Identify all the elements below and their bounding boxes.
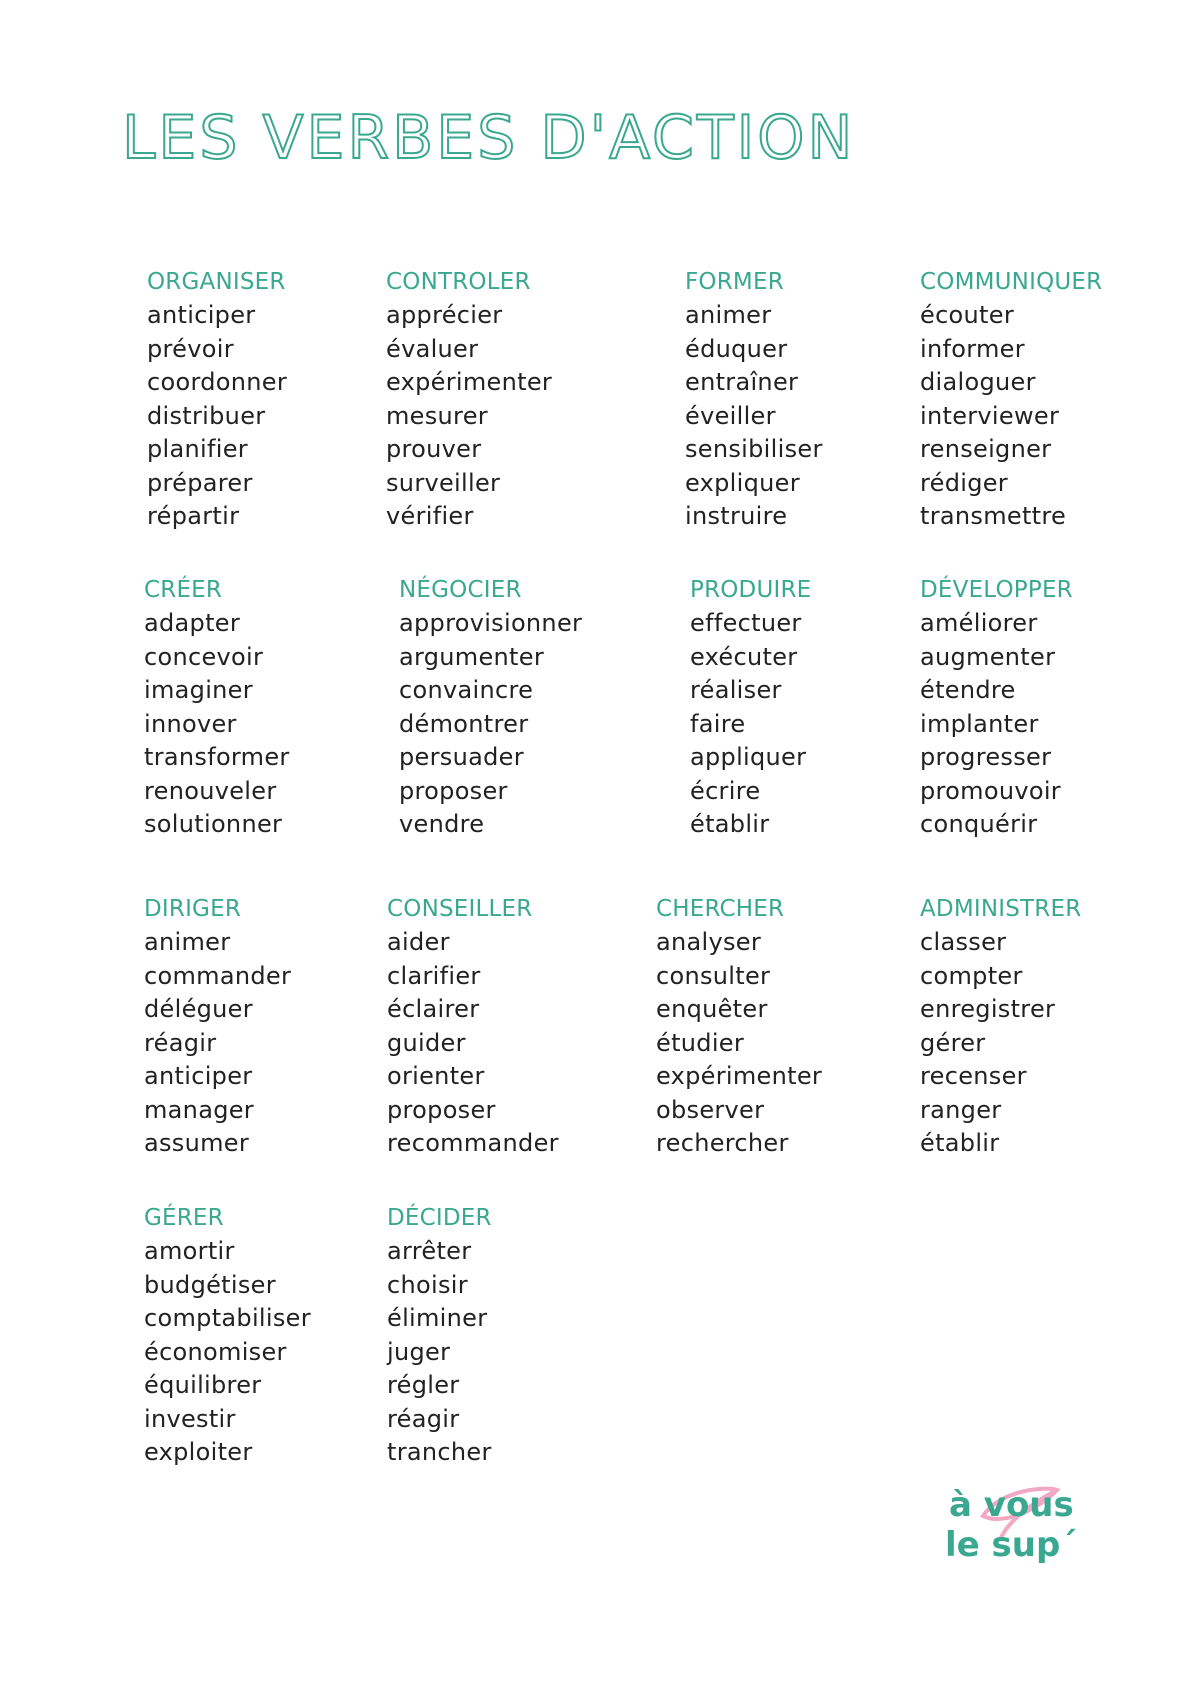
verb-item: compter xyxy=(920,961,1023,990)
verb-item: juger xyxy=(387,1337,451,1366)
verb-item: progresser xyxy=(920,743,1052,771)
verb-item: classer xyxy=(920,928,1007,956)
verb-item: établir xyxy=(920,1129,1000,1157)
verb-item: budgétiser xyxy=(144,1270,276,1299)
verb-item: équilibrer xyxy=(144,1371,262,1399)
verb-item: éduquer xyxy=(685,334,788,363)
verb-item: animer xyxy=(685,301,772,329)
verb-item: consulter xyxy=(656,961,771,990)
group-heading: PRODUIRE xyxy=(690,577,812,603)
verb-item: exploiter xyxy=(144,1438,253,1466)
verb-group xyxy=(386,266,552,534)
verb-group xyxy=(920,266,1102,534)
verb-item: convaincre xyxy=(399,676,534,704)
verb-group xyxy=(920,574,1073,842)
verb-item: expérimenter xyxy=(386,368,553,396)
verb-item: mesurer xyxy=(386,401,488,430)
verb-item: réaliser xyxy=(690,676,782,704)
verb-item: implanter xyxy=(920,709,1039,738)
verb-item: appliquer xyxy=(690,743,807,771)
verb-item: assumer xyxy=(144,1129,250,1157)
verb-item: prévoir xyxy=(147,334,234,363)
verb-item: surveiller xyxy=(386,468,501,497)
group-heading: GÉRER xyxy=(144,1205,224,1231)
group-heading: CRÉER xyxy=(144,577,223,603)
group-heading: CHERCHER xyxy=(656,896,785,922)
verb-item: éliminer xyxy=(387,1304,488,1332)
verb-item: interviewer xyxy=(920,401,1060,430)
verb-item: établir xyxy=(690,810,770,838)
verb-item: sensibiliser xyxy=(685,435,823,463)
verb-group xyxy=(144,1202,311,1470)
verb-item: augmenter xyxy=(920,642,1056,671)
verb-item: commander xyxy=(144,961,292,990)
verb-item: gérer xyxy=(920,1028,986,1057)
verb-group xyxy=(144,893,291,1161)
verb-item: aider xyxy=(387,928,450,956)
verb-item: analyser xyxy=(656,928,762,956)
verb-item: ranger xyxy=(920,1095,1002,1124)
group-heading: ADMINISTRER xyxy=(920,896,1082,922)
verb-item: effectuer xyxy=(690,609,802,637)
logo-text-line1: à vous xyxy=(949,1485,1074,1525)
verb-item: anticiper xyxy=(147,301,256,329)
verb-item: argumenter xyxy=(399,642,544,671)
verb-item: approvisionner xyxy=(399,609,583,637)
verb-item: vendre xyxy=(399,810,485,838)
verb-item: étendre xyxy=(920,676,1016,704)
group-heading: DÉVELOPPER xyxy=(920,577,1073,603)
verb-item: apprécier xyxy=(386,301,503,329)
verb-item: planifier xyxy=(147,435,248,463)
verb-item: faire xyxy=(690,709,746,738)
verb-item: déléguer xyxy=(144,995,253,1023)
verb-item: proposer xyxy=(387,1095,496,1124)
group-heading: CONSEILLER xyxy=(387,896,533,922)
verb-item: promouvoir xyxy=(920,776,1061,805)
verb-item: préparer xyxy=(147,468,253,497)
verb-item: expérimenter xyxy=(656,1062,823,1090)
verb-item: conquérir xyxy=(920,810,1038,838)
verb-group xyxy=(920,893,1081,1161)
verb-item: écouter xyxy=(920,301,1014,329)
verb-item: dialoguer xyxy=(920,368,1036,396)
verb-item: adapter xyxy=(144,609,241,637)
logo xyxy=(945,1478,1078,1568)
verb-item: écrire xyxy=(690,776,761,805)
verb-item: expliquer xyxy=(685,468,800,497)
verb-item: vérifier xyxy=(386,502,474,530)
verb-item: persuader xyxy=(399,743,524,771)
verb-item: étudier xyxy=(656,1028,745,1057)
verb-group xyxy=(685,266,823,534)
group-heading: FORMER xyxy=(685,269,784,295)
verb-item: innover xyxy=(144,709,237,738)
verb-item: rédiger xyxy=(920,468,1008,497)
verb-group xyxy=(656,893,822,1161)
verb-item: solutionner xyxy=(144,810,283,838)
verb-item: comptabiliser xyxy=(144,1304,311,1332)
group-heading: CONTROLER xyxy=(386,269,531,295)
verb-item: économiser xyxy=(144,1337,287,1366)
verb-item: amortir xyxy=(144,1237,235,1265)
verb-group xyxy=(144,574,290,842)
logo-text-line2: le sup´ xyxy=(945,1525,1078,1565)
verb-item: choisir xyxy=(387,1270,468,1299)
group-heading: NÉGOCIER xyxy=(399,577,522,603)
verb-item: renseigner xyxy=(920,435,1052,463)
verb-group xyxy=(399,574,582,842)
verb-item: imaginer xyxy=(144,676,253,704)
verb-item: exécuter xyxy=(690,642,798,671)
verb-item: proposer xyxy=(399,776,508,805)
page-title: LES VERBES D'ACTION xyxy=(122,103,856,173)
verb-item: éveiller xyxy=(685,401,776,430)
verb-item: renouveler xyxy=(144,776,277,805)
verb-item: observer xyxy=(656,1095,765,1124)
verb-item: concevoir xyxy=(144,642,264,671)
verb-item: trancher xyxy=(387,1438,492,1466)
group-heading: ORGANISER xyxy=(147,269,286,295)
verb-item: clarifier xyxy=(387,961,481,990)
verb-group xyxy=(147,266,287,534)
verb-item: régler xyxy=(387,1371,460,1399)
verb-item: rechercher xyxy=(656,1129,789,1157)
verb-item: recenser xyxy=(920,1062,1027,1090)
verb-item: investir xyxy=(144,1404,236,1433)
group-heading: DIRIGER xyxy=(144,896,241,922)
verb-item: prouver xyxy=(386,435,482,463)
verb-item: distribuer xyxy=(147,401,266,430)
verb-item: arrêter xyxy=(387,1237,472,1265)
verb-item: réagir xyxy=(387,1404,460,1433)
verb-item: améliorer xyxy=(920,609,1038,637)
verb-group xyxy=(387,893,559,1161)
verb-item: répartir xyxy=(147,502,240,530)
verb-item: coordonner xyxy=(147,368,287,396)
group-heading: DÉCIDER xyxy=(387,1205,492,1231)
verb-item: évaluer xyxy=(386,334,479,363)
verb-item: animer xyxy=(144,928,231,956)
verb-item: enquêter xyxy=(656,995,768,1023)
verb-item: informer xyxy=(920,334,1025,363)
verb-item: enregistrer xyxy=(920,995,1056,1023)
verb-item: anticiper xyxy=(144,1062,253,1090)
verb-item: entraîner xyxy=(685,368,799,396)
verb-item: démontrer xyxy=(399,709,529,738)
verb-item: transmettre xyxy=(920,502,1067,530)
verb-group xyxy=(387,1202,492,1470)
verb-item: orienter xyxy=(387,1062,485,1090)
verb-item: manager xyxy=(144,1095,254,1124)
verb-item: réagir xyxy=(144,1028,217,1057)
verb-item: transformer xyxy=(144,743,290,771)
group-heading: COMMUNIQUER xyxy=(920,269,1103,295)
verb-item: recommander xyxy=(387,1129,559,1157)
verb-group xyxy=(690,574,811,842)
verb-item: instruire xyxy=(685,502,788,530)
verb-item: guider xyxy=(387,1028,466,1057)
verb-item: éclairer xyxy=(387,995,480,1023)
